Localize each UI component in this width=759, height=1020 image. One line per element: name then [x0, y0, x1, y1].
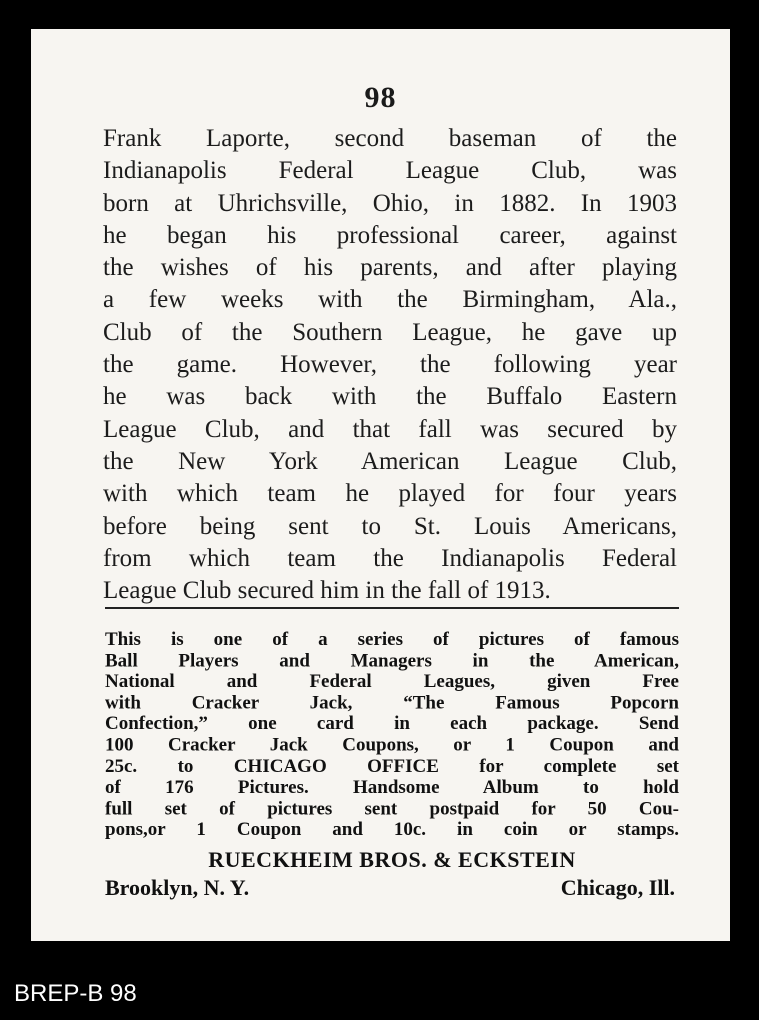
bio-line: Indianapolis Federal League Club, was [103, 157, 677, 185]
promo-line: of 176 Pictures. Handsome Album to hold [105, 777, 679, 798]
bio-line: he was back with the Buffalo Eastern [103, 383, 677, 411]
promo-line: pons,or 1 Coupon and 10c. in coin or stamps. [105, 819, 679, 841]
city-right: Chicago, Ill. [560, 875, 675, 900]
bio-line: born at Uhrichsville, Ohio, in 1882. In 1903 [103, 189, 677, 217]
bio-line: League Club secured him in the fall of 1913. [103, 577, 551, 605]
company-name: RUECKHEIM BROS. & ECKSTEIN [208, 847, 576, 872]
bio-line: the game. However, the following year [103, 351, 677, 379]
promo-line: with Cracker Jack, “The Famous Popcorn [105, 692, 679, 714]
bio-line: Frank Laporte, second baseman of the [103, 125, 677, 152]
promo-line: full set of pictures sent postpaid for 50 Cou- [105, 798, 679, 820]
card-number: 98 [364, 81, 397, 114]
bio-line: before being sent to St. Louis Americans, [103, 512, 677, 540]
promo-line: National and Federal Leagues, given Free [105, 671, 679, 693]
promo-line: 100 Cracker Jack Coupons, or 1 Coupon and [105, 734, 679, 756]
bio-line: the New York American League Club, [103, 447, 677, 475]
bio-line: Club of the Southern League, he gave up [103, 318, 677, 346]
city-left: Brooklyn, N. Y. [105, 875, 250, 900]
card-back [31, 29, 730, 941]
divider-rule [105, 607, 679, 609]
bio-line: League Club, and that fall was secured by [103, 415, 677, 443]
bio-line: from which team the Indianapolis Federal [103, 544, 677, 572]
promotion-text [105, 629, 679, 841]
bio-line: a few weeks with the Birmingham, Ala., [103, 286, 677, 314]
promo-line: Ball Players and Managers in the American, [105, 650, 679, 671]
promo-line: This is one of a series of pictures of famous [105, 629, 679, 650]
biography-text [103, 123, 677, 607]
bio-line: the wishes of his parents, and after playing [103, 254, 677, 282]
bio-line: with which team he played for four years [103, 480, 677, 508]
promo-line: Confection,” one card in each package. Send [105, 713, 679, 735]
promo-line: 25c. to CHICAGO OFFICE for complete set [105, 756, 679, 777]
bio-line: he began his professional career, against [103, 221, 677, 249]
image-caption: BREP-B 98 [14, 980, 137, 1007]
